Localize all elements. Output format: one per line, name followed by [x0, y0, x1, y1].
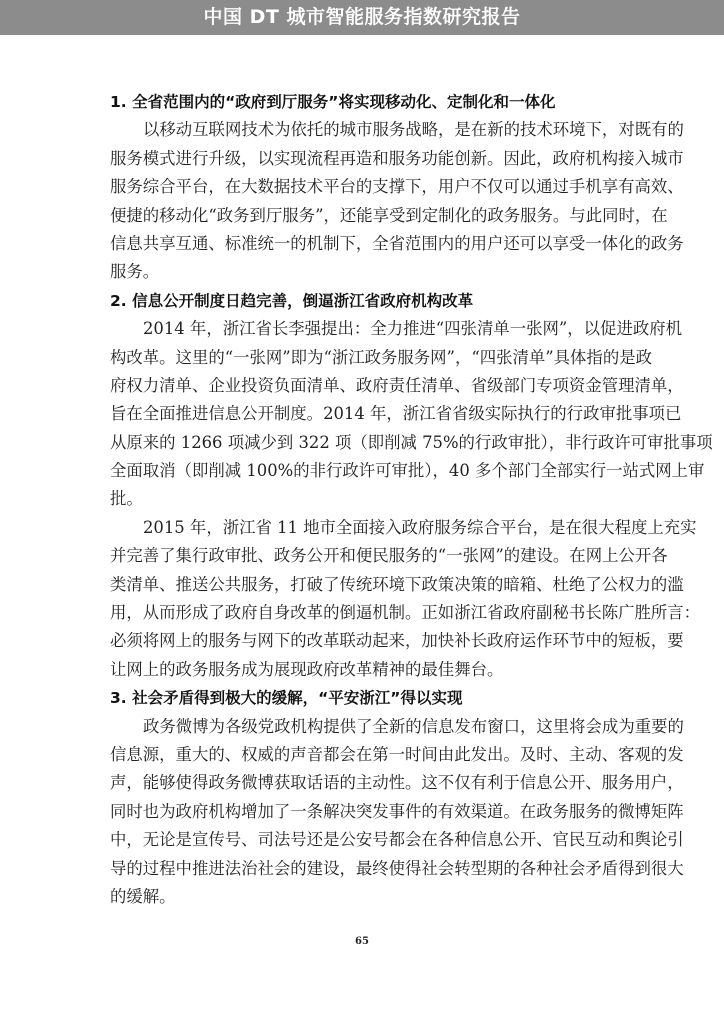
paragraph: [110, 315, 713, 514]
paragraph-line: 让网上的政务服务成为展现政府改革精神的最佳舞台。: [110, 659, 504, 679]
paragraph-line: 并完善了集行政审批、政务公开和便民服务的“一张网”的建设。在网上公开各: [110, 546, 668, 566]
paragraph-line: 声，能够使得政务微博获取话语的主动性。这不仅有利于信息公开、服务用户，: [110, 773, 684, 793]
section-heading: 3. 社会矛盾得到极大的缓解，“平安浙江”得以实现: [110, 689, 463, 708]
paragraph-line: 2015 年，浙江省 11 地市全面接入政府服务综合平台，是在很大程度上充实: [143, 517, 697, 537]
paragraph-line: 类清单、推送公共服务，打破了传统环境下政策决策的暗箱、杜绝了公权力的滥: [110, 574, 684, 594]
paragraph-line: 服务综合平台，在大数据技术平台的支撑下，用户不仅可以通过手机享有高效、: [110, 177, 684, 197]
section-heading: 1. 全省范围内的“政府到厅服务”将实现移动化、定制化和一体化: [110, 93, 556, 111]
paragraph-line: 用，从而形成了政府自身改革的倒逼机制。正如浙江省政府副秘书长陈广胜所言：: [110, 603, 701, 623]
report-title: 中国 DT 城市智能服务指数研究报告: [203, 6, 521, 28]
document-body: [110, 88, 713, 911]
paragraph-line: 导的过程中推进法治社会的建设，最终使得社会转型期的各种社会矛盾得到很大: [110, 858, 684, 878]
paragraph-line: 全面取消（即削减 100%的非行政许可审批），40 多个部门全部实行一站式网上审: [110, 461, 705, 481]
section: [110, 88, 684, 287]
paragraph-line: 政务微博为各级党政机构提供了全新的信息发布窗口，这里将会成为重要的: [143, 716, 684, 736]
section: [110, 287, 713, 684]
paragraph-line: 便捷的移动化“政务到厅服务”，还能享受到定制化的政务服务。与此同时，在: [110, 205, 668, 225]
paragraph-line: 服务模式进行升级，以实现流程再造和服务功能创新。因此，政府机构接入城市: [110, 148, 684, 168]
paragraph-line: 信息共享互通、标准统一的机制下，全省范围内的用户还可以享受一体化的政务: [110, 233, 684, 253]
paragraph-line: 批。: [110, 489, 143, 509]
paragraph-line: 的缓解。: [110, 886, 176, 906]
paragraph-line: 同时也为政府机构增加了一条解决突发事件的有效渠道。在政务服务的微博矩阵: [110, 801, 684, 821]
paragraph-line: 服务。: [110, 262, 160, 282]
paragraph-line: 中，无论是宣传号、司法号还是公安号都会在各种信息公开、官民互动和舆论引: [110, 830, 684, 850]
section-heading: 2. 信息公开制度日趋完善，倒逼浙江省政府机构改革: [110, 291, 474, 310]
paragraph-line: 以移动互联网技术为依托的城市服务战略，是在新的技术环境下，对既有的: [143, 120, 684, 140]
report-header: [0, 0, 724, 35]
section: [110, 684, 684, 911]
paragraph-line: 信息源，重大的、权威的声音都会在第一时间由此发出。及时、主动、客观的发: [110, 744, 684, 764]
paragraph-line: 构改革。这里的“一张网”即为“浙江政务服务网”，“四张清单”具体指的是政: [110, 347, 652, 367]
paragraph-line: 旨在全面推进信息公开制度。2014 年，浙江省省级实际执行的行政审批事项已: [110, 404, 682, 424]
paragraph-line: 必须将网上的服务与网下的改革联动起来，加快补长政府运作环节中的短板，要: [110, 631, 684, 651]
paragraph: [110, 116, 684, 286]
paragraph-line: 从原来的 1266 项减少到 322 项（即削减 75%的行政审批），非行政许可审批事项: [110, 432, 713, 452]
paragraph: [110, 514, 701, 684]
paragraph-line: 2014 年，浙江省长李强提出：全力推进“四张清单一张网”，以促进政府机: [143, 319, 683, 339]
paragraph-line: 府权力清单、企业投资负面清单、政府责任清单、省级部门专项资金管理清单，: [110, 375, 684, 395]
paragraph: [110, 713, 684, 912]
page-number: 65: [355, 936, 369, 947]
